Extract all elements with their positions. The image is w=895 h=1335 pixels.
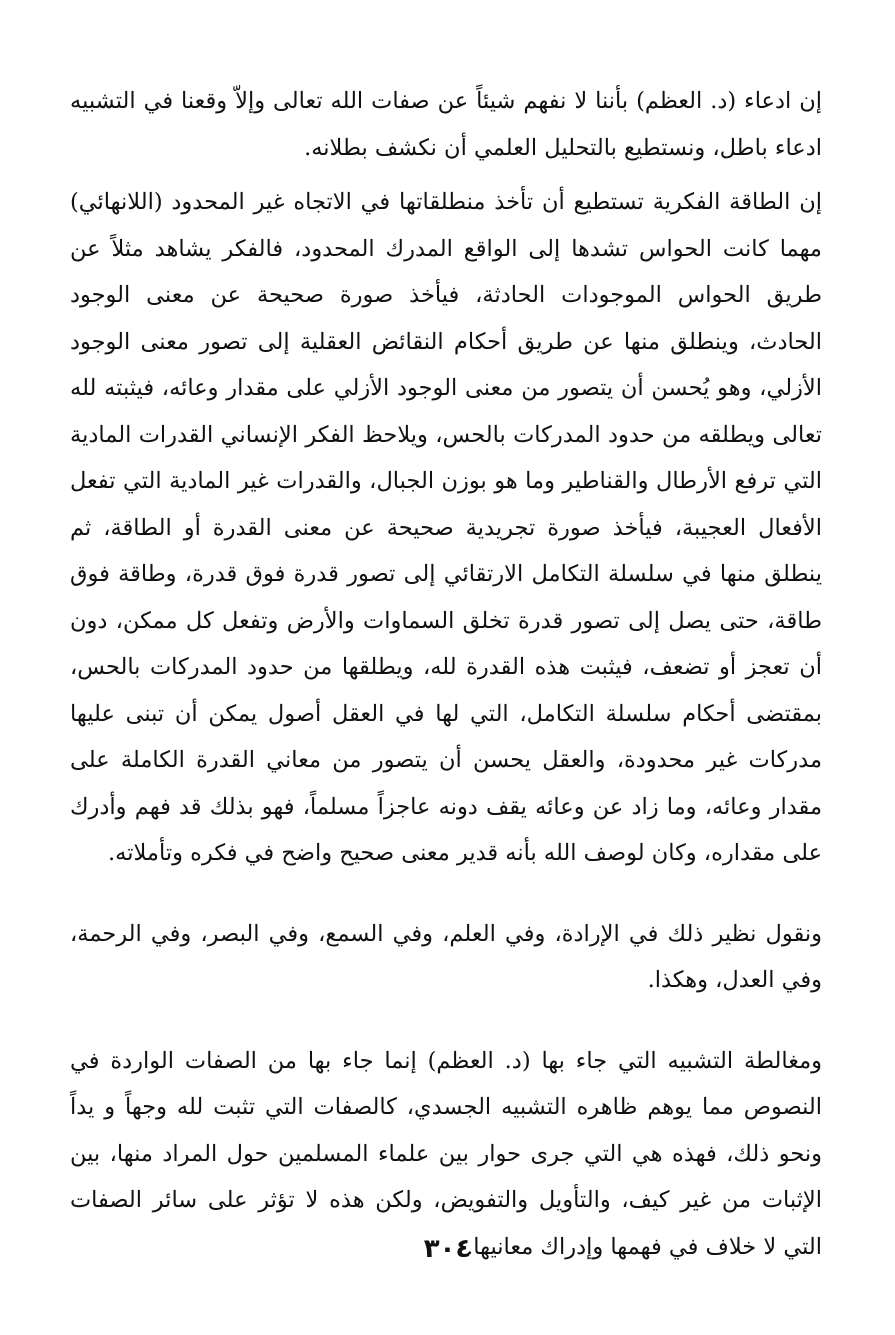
- page-number: ٣٠٤: [423, 1234, 472, 1264]
- paragraph-claim: إن ادعاء (د. العظم) بأننا لا نفهم شيئاً عن صفات الله تعالى وإلاّ وقعنا في التشبيه ادعاء باطل، ونستطيع بالتحليل العلمي أن نكشف بطلانه.: [70, 88, 822, 161]
- page-body: [70, 78, 822, 1270]
- paragraph-intellectual-capacity: إن الطاقة الفكرية تستطيع أن تأخذ منطلقاتها في الاتجاه غير المحدود (اللانهائي) مهما كانت الحواس تشدها إلى الواقع المدرك المحدود، فالفكر يشاهد مثلاً عن طريق الحواس الموجودات الحادثة، فيأخذ صورة صحيحة عن معنى الوجود الحادث، وينطلق منها عن طريق أحكام النقائض العقلية إلى تصور معنى الوجود الأزلي، وهو يُحسن أن يتصور من معنى الوجود الأزلي على مقدار وعائه، فيثبته لله تعالى ويطلقه من حدود المدركات بالحس، ويلاحظ الفكر الإنساني القدرات المادية التي ترفع الأرطال والقناطير وما هو بوزن الجبال، والقدرات غير المادية التي تفعل الأفعال العجيبة، فيأخذ صورة تجريدية صحيحة عن معنى القدرة أو الطاقة، ثم ينطلق منها في سلسلة التكامل الارتقائي إلى تصور قدرة فوق قدرة، وطاقة فوق طاقة، حتى يصل إلى تصور قدرة تخلق السماوات والأرض وتفعل كل ممكن، دون أن تعجز أو تضعف، فيثبت هذه القدرة لله، ويطلقها من حدود المدركات بالحس، بمقتضى أحكام سلسلة التكامل، التي لها في العقل أصول يمكن أن تبنى عليها مدركات غير محدودة، والعقل يحسن أن يتصور من معاني القدرة الكاملة على مقدار وعائه، وما زاد عن وعائه يقف دونه عاجزاً مسلماً، فهو بذلك قد فهم وأدرك على مقداره، وكان لوصف الله بأنه قدير معنى صحيح واضح في فكره وتأملاته.: [70, 189, 822, 866]
- paragraph-anthropomorphism-fallacy: ومغالطة التشبيه التي جاء بها (د. العظم) إنما جاء بها من الصفات الواردة في النصوص مما يوهم ظاهره التشبيه الجسدي، كالصفات التي تثبت لله وجهاً و يداً ونحو ذلك، فهذه هي التي جرى حوار بين علماء المسلمين حول المراد منها، بين الإثبات من غير كيف، والتأويل والتفويض، ولكن هذه لا تؤثر على سائر الصفات التي لا خلاف في فهمها وإدراك معانيها.: [70, 1047, 822, 1260]
- paragraph-analogy: ونقول نظير ذلك في الإرادة، وفي العلم، وفي السمع، وفي البصر، وفي الرحمة، وفي العدل، وهكذا.: [70, 920, 822, 993]
